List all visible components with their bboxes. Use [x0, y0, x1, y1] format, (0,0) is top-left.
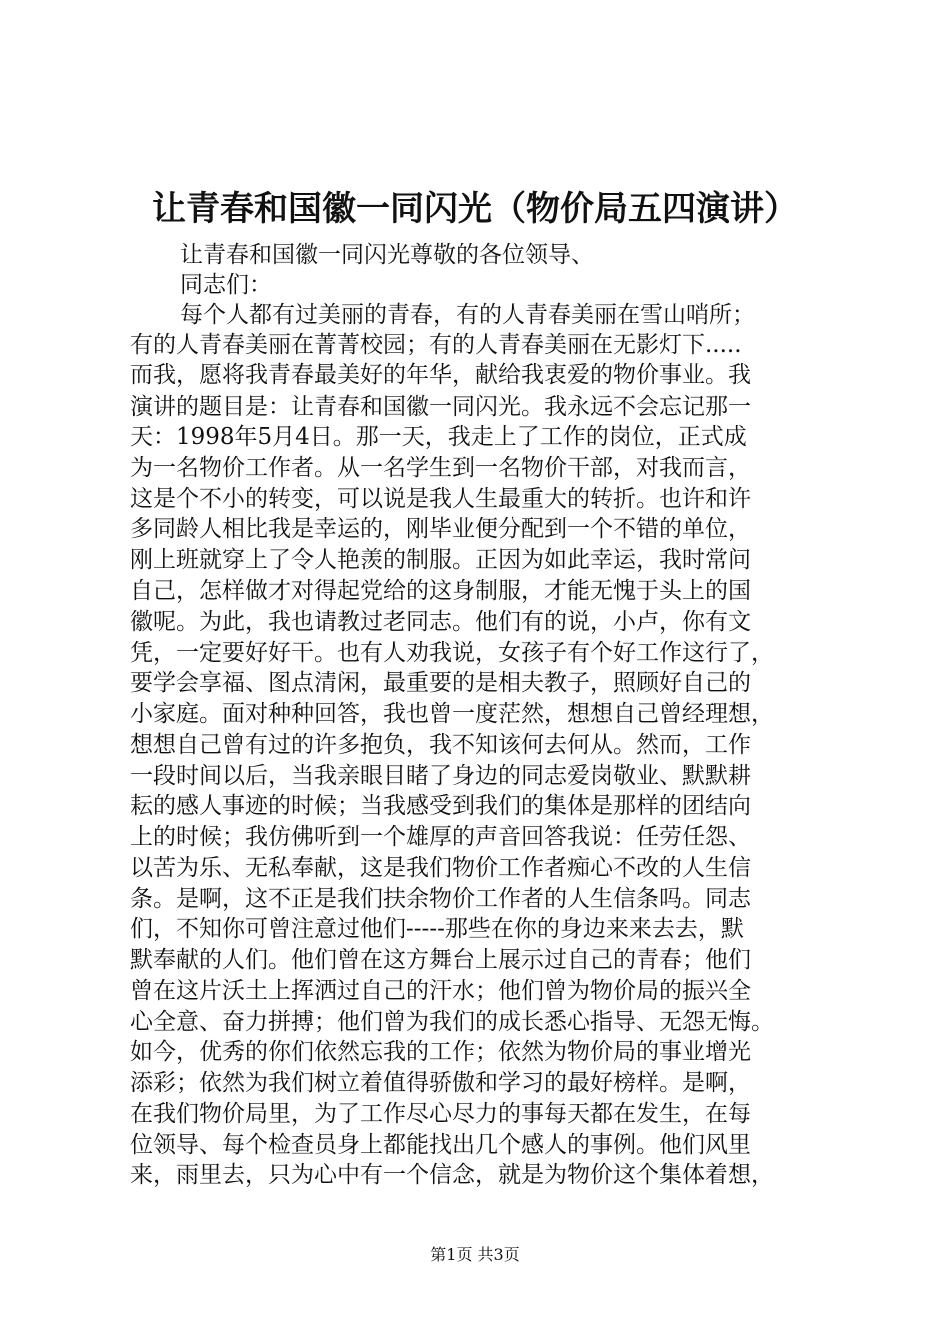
text-line: 自己，怎样做才对得起党给的这身制服，才能无愧于头上的国 — [130, 578, 751, 604]
text-line: 刚上班就穿上了令人艳羡的制服。正因为如此幸运，我时常问 — [130, 547, 751, 573]
text-line: 演讲的题目是：让青春和国徽一同闪光。我永远不会忘记那一 — [130, 394, 751, 420]
text-line: 让青春和国徽一同闪光尊敬的各位领导、 — [180, 242, 594, 268]
document-title: 让青春和国徽一同闪光（物价局五四演讲） — [152, 189, 798, 229]
text-line: 位领导、每个检查员身上都能找出几个感人的事例。他们风里 — [130, 1132, 751, 1158]
text-line: 天：1998年5月4日。那一天，我走上了工作的岗位，正式成 — [130, 424, 747, 450]
text-line: 以苦为乐、无私奉献，这是我们物价工作者痴心不改的人生信 — [130, 855, 751, 881]
text-line: 每个人都有过美丽的青春，有的人青春美丽在雪山哨所； — [180, 302, 755, 328]
text-line: 添彩；依然为我们树立着值得骄傲和学习的最好榜样。是啊， — [130, 1070, 751, 1096]
text-line: 想想自己曾有过的许多抱负，我不知该何去何从。然而，工作 — [130, 732, 751, 758]
text-line: 多同龄人相比我是幸运的，刚毕业便分配到一个不错的单位， — [130, 516, 751, 542]
text-line: 有的人青春美丽在菁菁校园；有的人青春美丽在无影灯下..... — [130, 332, 742, 358]
text-line: 如今，优秀的你们依然忘我的工作；依然为物价局的事业增光 — [130, 1039, 751, 1065]
text-line: 一段时间以后，当我亲眼目睹了身边的同志爱岗敬业、默默耕 — [130, 763, 751, 789]
text-line: 要学会享福、图点清闲，最重要的是相夫教子，照顾好自己的 — [130, 670, 751, 696]
text-line: 徽呢。为此，我也请教过老同志。他们有的说，小卢，你有文 — [130, 609, 751, 635]
text-line: 同志们： — [180, 272, 272, 298]
text-line: 心全意、奋力拼搏；他们曾为我们的成长悉心指导、无怨无悔。 — [130, 1009, 774, 1035]
text-line: 为一名物价工作者。从一名学生到一名物价干部，对我而言， — [130, 455, 751, 481]
text-line: 们，不知你可曾注意过他们-----那些在你的身边来来去去，默 — [130, 916, 744, 942]
text-line: 来，雨里去，只为心中有一个信念，就是为物价这个集体着想， — [130, 1162, 774, 1188]
text-line: 上的时候；我仿佛听到一个雄厚的声音回答我说：任劳任怨、 — [130, 824, 751, 850]
page-footer: 第1页 共3页 — [430, 1245, 520, 1264]
text-line: 曾在这片沃土上挥洒过自己的汗水；他们曾为物价局的振兴全 — [130, 978, 751, 1004]
text-line: 而我，愿将我青春最美好的年华，献给我衷爱的物价事业。我 — [130, 362, 751, 388]
text-line: 耘的感人事迹的时候；当我感受到我们的集体是那样的团结向 — [130, 793, 751, 819]
text-line: 这是个不小的转变，可以说是我人生最重大的转折。也许和许 — [130, 486, 751, 512]
text-line: 默奉献的人们。他们曾在这方舞台上展示过自己的青春；他们 — [130, 947, 751, 973]
text-line: 在我们物价局里，为了工作尽心尽力的事每天都在发生，在每 — [130, 1101, 751, 1127]
text-line: 凭，一定要好好干。也有人劝我说，女孩子有个好工作这行了， — [130, 640, 774, 666]
text-line: 条。是啊，这不正是我们扶余物价工作者的人生信条吗。同志 — [130, 886, 751, 912]
text-line: 小家庭。面对种种回答，我也曾一度茫然，想想自己曾经理想， — [130, 701, 774, 727]
